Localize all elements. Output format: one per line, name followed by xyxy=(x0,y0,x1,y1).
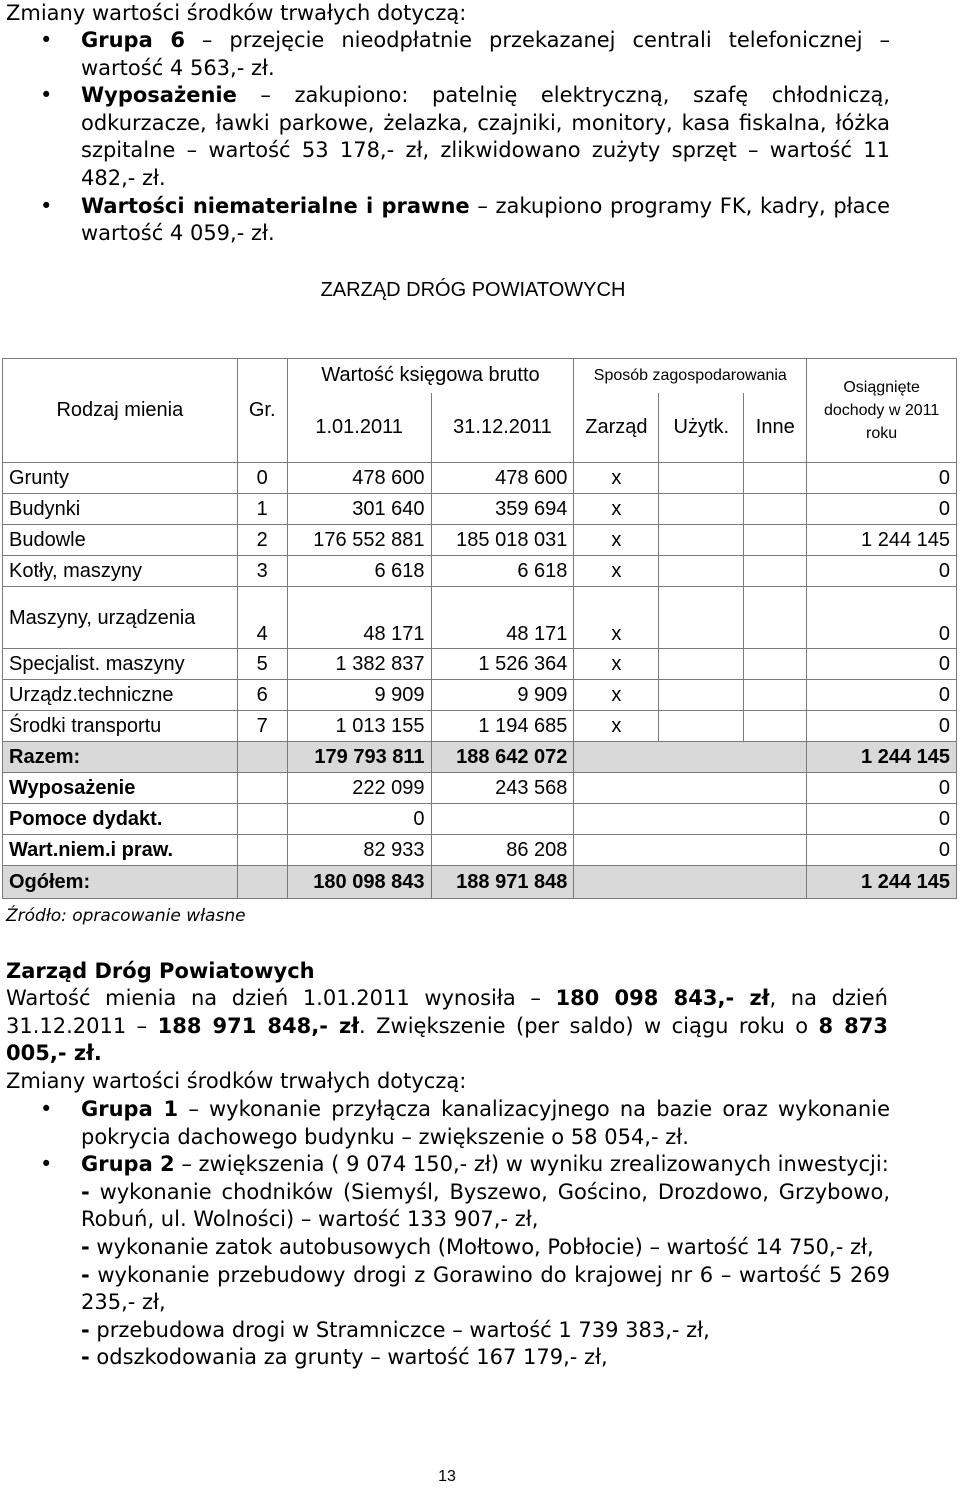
cell-gr: 4 xyxy=(237,587,287,649)
cell-inne xyxy=(744,494,807,525)
cell-name: Kotły, maszyny xyxy=(3,556,238,587)
cell-zarzad: x xyxy=(574,494,659,525)
cell-gr xyxy=(237,804,287,835)
cell-gr xyxy=(237,773,287,804)
item-text: – wykonanie przyłącza kanalizacyjnego na bazie oraz wykonanie pokrycia dachowego budynku – zwiększenie o 58 054,- zł. xyxy=(81,1097,890,1149)
assets-table xyxy=(2,358,957,899)
item-text: – zakupiono: patelnię elektryczną, szafę chłodniczą, odkurzacze, ławki parkowe, żelazka, czajniki, monitory, kasa fiskalna, łóżka szpitalne – wartość 53 178,- zł, zlikwidowano zużyty sprzęt – wartość 11 482,- zł. xyxy=(81,83,890,190)
cell-value-end: 48 171 xyxy=(431,587,574,649)
cell-value-start: 180 098 843 xyxy=(287,866,431,899)
item-label: Wyposażenie xyxy=(81,83,237,108)
cell-dochody: 0 xyxy=(807,463,957,494)
cell-uzytk xyxy=(659,680,744,711)
cell-value-start: 301 640 xyxy=(287,494,431,525)
cell-name: Wyposażenie xyxy=(3,773,238,804)
dash-item xyxy=(81,1317,890,1345)
dash-icon: - xyxy=(81,1179,90,1204)
table-total-row xyxy=(3,742,957,773)
cell-dochody: 1 244 145 xyxy=(807,525,957,556)
cell-zarzad: x xyxy=(574,711,659,742)
cell-inne xyxy=(744,649,807,680)
cell-gr: 5 xyxy=(237,649,287,680)
cell-value-end: 478 600 xyxy=(431,463,574,494)
cell-value-end: 243 568 xyxy=(431,773,574,804)
intro-text: Zmiany wartości środków trwałych dotyczą: xyxy=(6,1,467,25)
cell-uzytk xyxy=(659,556,744,587)
bullet-icon: • xyxy=(40,83,53,108)
cell-value-end: 188 642 072 xyxy=(431,742,574,773)
table-header-row xyxy=(3,359,957,393)
text-span: Wartość mienia na dzień 1.01.2011 wynosiła – xyxy=(6,986,556,1010)
cell-dochody: 1 244 145 xyxy=(807,742,957,773)
list-item xyxy=(0,27,890,82)
cell-name: Urządz.techniczne xyxy=(3,680,238,711)
cell-value-end: 6 618 xyxy=(431,556,574,587)
cell-sposob xyxy=(574,804,807,835)
cell-value-end: 1 194 685 xyxy=(431,711,574,742)
cell-name: Wart.niem.i praw. xyxy=(3,835,238,866)
header-sposob: Sposób zagospodarowania xyxy=(574,359,807,393)
cell-value-end: 185 018 031 xyxy=(431,525,574,556)
cell-zarzad: x xyxy=(574,680,659,711)
dash-text: wykonanie zatok autobusowych (Mołtowo, Pobłocie) – wartość 14 750,- zł, xyxy=(89,1234,874,1259)
cell-zarzad: x xyxy=(574,587,659,649)
bullet-icon: • xyxy=(40,193,53,218)
value-start: 180 098 843,- zł xyxy=(555,986,770,1010)
cell-name: Grunty xyxy=(3,463,238,494)
cell-name: Budowle xyxy=(3,525,238,556)
cell-inne xyxy=(744,587,807,649)
list-item xyxy=(0,193,890,248)
cell-value-end: 9 909 xyxy=(431,680,574,711)
cell-dochody: 0 xyxy=(807,649,957,680)
cell-gr: 7 xyxy=(237,711,287,742)
cell-inne xyxy=(744,711,807,742)
cell-zarzad: x xyxy=(574,649,659,680)
cell-gr: 1 xyxy=(237,494,287,525)
cell-value-end: 188 971 848 xyxy=(431,866,574,899)
cell-gr: 0 xyxy=(237,463,287,494)
cell-name: Specjalist. maszyny xyxy=(3,649,238,680)
cell-value-start: 82 933 xyxy=(287,835,431,866)
item-text: – zwiększenia ( 9 074 150,- zł) w wyniku zrealizowanych inwestycji: xyxy=(174,1152,889,1177)
item-label: Grupa 6 xyxy=(81,28,185,52)
cell-gr xyxy=(237,835,287,866)
cell-gr xyxy=(237,742,287,773)
cell-gr: 6 xyxy=(237,680,287,711)
header-rodzaj: Rodzaj mienia xyxy=(3,359,238,463)
table-row xyxy=(3,773,957,804)
cell-name: Razem: xyxy=(3,742,238,773)
cell-name: Ogółem: xyxy=(3,866,238,899)
cell-value-start: 176 552 881 xyxy=(287,525,431,556)
cell-inne xyxy=(744,556,807,587)
cell-name: Budynki xyxy=(3,494,238,525)
cell-name: Pomoce dydakt. xyxy=(3,804,238,835)
cell-value-end: 359 694 xyxy=(431,494,574,525)
cell-gr: 3 xyxy=(237,556,287,587)
cell-dochody: 0 xyxy=(807,804,957,835)
item-text: – przejęcie nieodpłatnie przekazanej centrali telefonicznej – wartość 4 563,- zł. xyxy=(81,28,891,80)
cell-inne xyxy=(744,525,807,556)
header-gr: Gr. xyxy=(237,359,287,463)
cell-inne xyxy=(744,463,807,494)
cell-gr xyxy=(237,866,287,899)
cell-value-start: 222 099 xyxy=(287,773,431,804)
table-row xyxy=(3,556,957,587)
cell-value-start: 478 600 xyxy=(287,463,431,494)
cell-sposob xyxy=(574,835,807,866)
dash-text: wykonanie przebudowy drogi z Gorawino do krajowej nr 6 – wartość 5 269 235,- zł, xyxy=(81,1262,890,1315)
intro-text-2: Zmiany wartości środków trwałych dotyczą: xyxy=(6,1069,467,1093)
header-wartosc: Wartość księgowa brutto xyxy=(287,359,574,393)
table-row xyxy=(3,525,957,556)
dash-item xyxy=(81,1179,890,1234)
cell-dochody: 0 xyxy=(807,494,957,525)
value-increase: 8 873 005,- zł. xyxy=(6,1013,889,1066)
cell-name: Środki transportu xyxy=(3,711,238,742)
header-date-start: 1.01.2011 xyxy=(287,393,431,463)
table-grand-total-row xyxy=(3,866,957,899)
cell-uzytk xyxy=(659,525,744,556)
cell-value-start: 1 382 837 xyxy=(287,649,431,680)
item-label: Grupa 2 xyxy=(81,1152,175,1177)
table-row xyxy=(3,649,957,680)
bullet-icon: • xyxy=(40,1152,53,1177)
header-uzytk: Użytk. xyxy=(659,393,744,463)
table-title: ZARZĄD DRÓG POWIATOWYCH xyxy=(320,279,626,301)
cell-value-start: 1 013 155 xyxy=(287,711,431,742)
table-row xyxy=(3,494,957,525)
cell-uzytk xyxy=(659,711,744,742)
table-source: Źródło: opracowanie własne xyxy=(6,906,246,926)
text-span: , na dzień 31.12.2011 – xyxy=(6,986,888,1038)
cell-value-start: 48 171 xyxy=(287,587,431,649)
cell-dochody: 0 xyxy=(807,556,957,587)
header-zarzad: Zarząd xyxy=(574,393,659,463)
cell-zarzad: x xyxy=(574,525,659,556)
cell-uzytk xyxy=(659,463,744,494)
item-label: Grupa 1 xyxy=(81,1097,179,1121)
cell-value-end: 86 208 xyxy=(431,835,574,866)
table-row xyxy=(3,587,957,649)
page-number: 13 xyxy=(438,1468,456,1485)
cell-uzytk xyxy=(659,494,744,525)
cell-value-start: 6 618 xyxy=(287,556,431,587)
cell-sposob xyxy=(574,773,807,804)
table-row xyxy=(3,835,957,866)
dash-icon: - xyxy=(81,1234,90,1259)
cell-uzytk xyxy=(659,587,744,649)
cell-inne xyxy=(744,680,807,711)
cell-value-start: 9 909 xyxy=(287,680,431,711)
value-end: 188 971 848,- zł xyxy=(157,1013,360,1038)
cell-name: Maszyny, urządzenia xyxy=(3,587,238,649)
bullet-icon: • xyxy=(40,28,53,52)
list-item xyxy=(0,82,890,192)
dash-text: wykonanie chodników (Siemyśl, Byszewo, Gościno, Drozdowo, Grzybowo, Robuń, ul. Wolności) – wartość 133 907,- zł, xyxy=(81,1179,890,1232)
section-bullet-list xyxy=(0,1096,890,1372)
table-row xyxy=(3,804,957,835)
dash-text: odszkodowania za grunty – wartość 167 179,- zł, xyxy=(89,1345,608,1370)
cell-value-start: 179 793 811 xyxy=(287,742,431,773)
item-text: – zakupiono programy FK, kadry, płace wartość 4 059,- zł. xyxy=(81,193,890,246)
list-item xyxy=(0,1096,890,1151)
header-date-end: 31.12.2011 xyxy=(431,393,574,463)
cell-value-end xyxy=(431,804,574,835)
dash-item xyxy=(81,1344,890,1372)
section-heading: Zarząd Dróg Powiatowych xyxy=(6,959,315,983)
top-bullet-list xyxy=(0,27,890,248)
cell-uzytk xyxy=(659,649,744,680)
cell-dochody: 0 xyxy=(807,773,957,804)
cell-dochody: 0 xyxy=(807,711,957,742)
table-row xyxy=(3,463,957,494)
cell-dochody: 1 244 145 xyxy=(807,866,957,899)
cell-value-end: 1 526 364 xyxy=(431,649,574,680)
header-dochody: Osiągnięte dochody w 2011 roku xyxy=(807,359,957,463)
section-paragraph xyxy=(6,985,888,1068)
table-row xyxy=(3,711,957,742)
list-item xyxy=(0,1151,890,1372)
bullet-icon: • xyxy=(40,1097,53,1121)
dash-text: przebudowa drogi w Stramniczce – wartość 1 739 383,- zł, xyxy=(89,1317,710,1342)
cell-dochody: 0 xyxy=(807,587,957,649)
cell-sposob xyxy=(574,866,807,899)
dash-icon: - xyxy=(81,1345,90,1370)
cell-sposob xyxy=(574,742,807,773)
cell-value-start: 0 xyxy=(287,804,431,835)
cell-zarzad: x xyxy=(574,463,659,494)
dash-icon: - xyxy=(81,1317,90,1342)
cell-zarzad: x xyxy=(574,556,659,587)
dash-item xyxy=(81,1262,890,1317)
table-row xyxy=(3,680,957,711)
cell-dochody: 0 xyxy=(807,835,957,866)
item-label: Wartości niematerialne i prawne xyxy=(81,193,470,218)
text-span: . Zwiększenie (per saldo) w ciągu roku o xyxy=(359,1013,819,1038)
cell-gr: 2 xyxy=(237,525,287,556)
cell-dochody: 0 xyxy=(807,680,957,711)
header-inne: Inne xyxy=(744,393,807,463)
dash-icon: - xyxy=(81,1262,90,1287)
dash-item xyxy=(81,1234,890,1262)
